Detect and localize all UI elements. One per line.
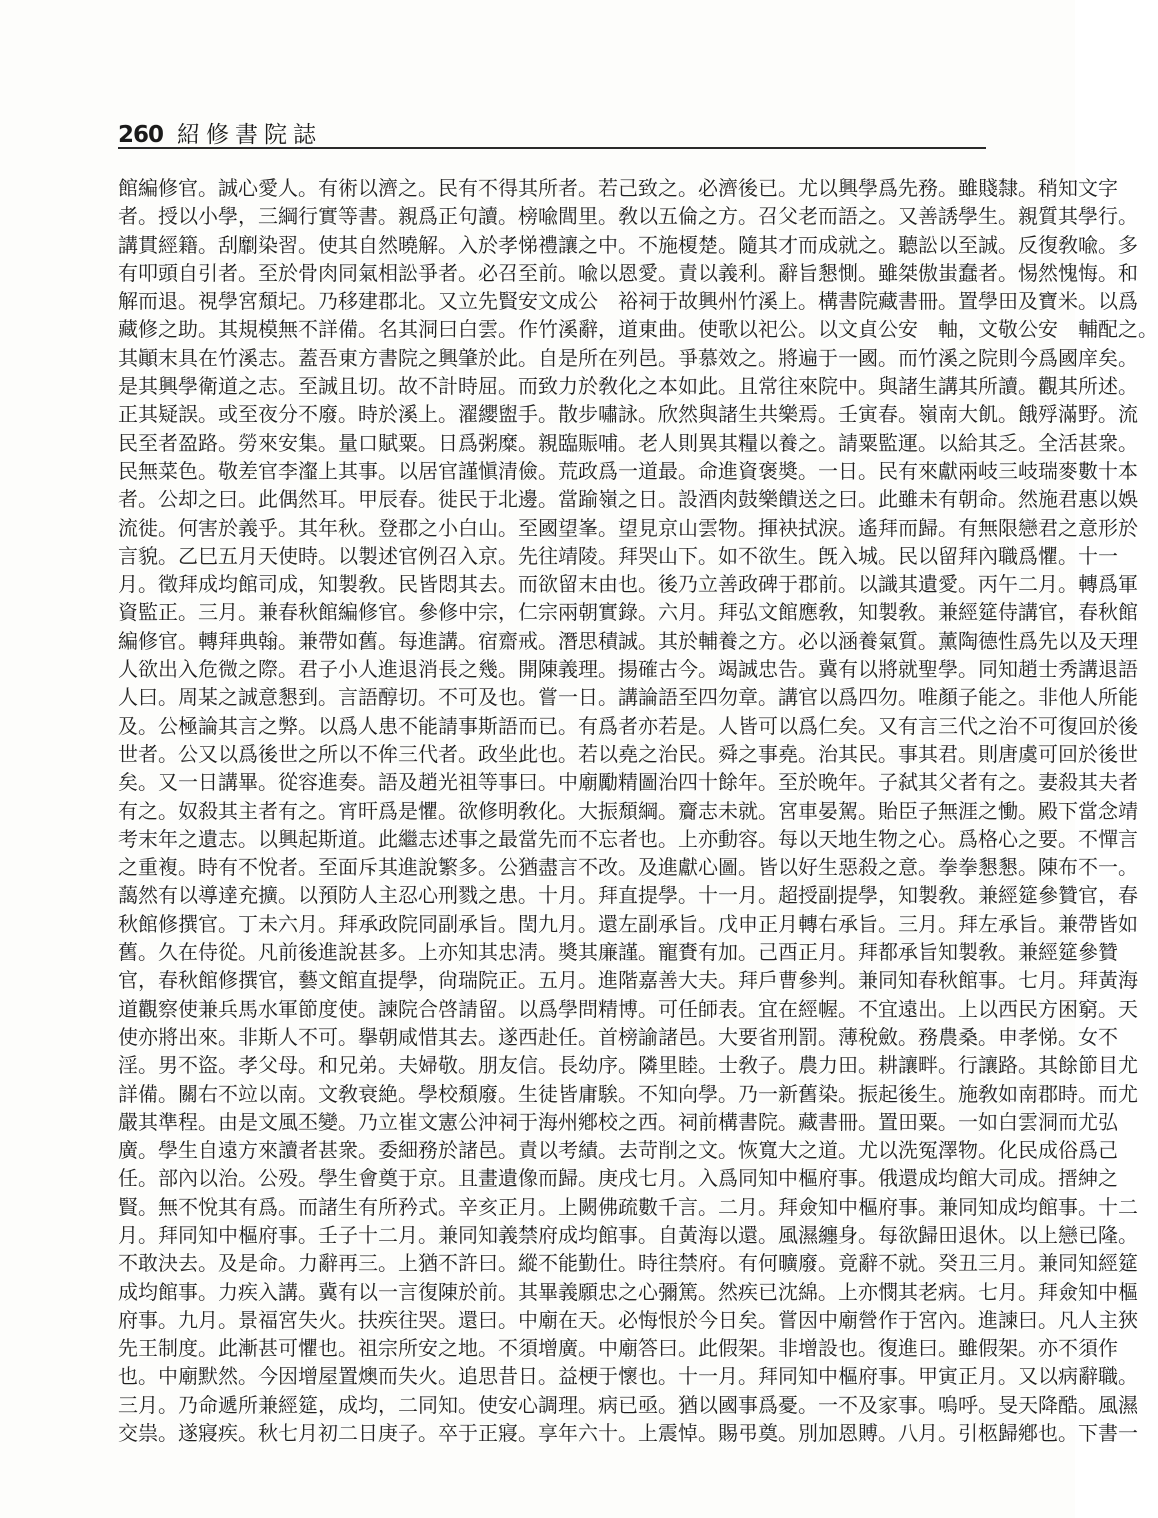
text-line: 舊。久在侍從。凡前後進說甚多。上亦知其忠淸。奬其廉謹。寵賚有加。己酉正月。拜都承旨知製敎。兼經筵參贊 [118, 940, 1118, 965]
text-line: 嚴其準程。由是文風丕變。乃立崔文憲公沖祠于海州鄕校之西。祠前構書院。藏書冊。置田粟。一如白雲洞而尤弘 [118, 1109, 1118, 1134]
text-line: 月。拜同知中樞府事。壬子十二月。兼同知義禁府成均館事。自黃海以還。風濕纏身。每欲歸田退休。以上戀已隆。 [118, 1222, 1138, 1247]
body-text [118, 174, 1158, 1447]
text-line: 矣。又一日講畢。從容進奏。語及趙光祖等事曰。中廟勵精圖治四十餘年。至於晩年。子弑其父者有之。妻殺其夫者 [118, 770, 1138, 795]
text-line: 其顚末具在竹溪志。蓋吾東方書院之興肇於此。自是所在列邑。爭慕效之。將遍于一國。而竹溪之院則今爲國庠矣。 [118, 345, 1138, 370]
text-line: 有之。奴殺其主者有之。宵旰爲是懼。欲修明敎化。大振頹綱。齎志未就。宮車晏駕。貽臣子無涯之慟。殿下當念靖 [118, 798, 1138, 823]
text-line: 考末年之遺志。以興起斯道。此繼志述事之最當先而不忘者也。上亦動容。每以天地生物之心。爲格心之要。不憚言 [118, 826, 1138, 851]
text-line: 交祟。遂寢疾。秋七月初二日庚子。卒于正寢。享年六十。上震悼。賜弔奠。別加恩賻。八月。引柩歸鄕也。下書一 [118, 1421, 1138, 1446]
text-line: 解而退。視學宮頹圮。乃移建郡北。又立先賢安文成公 裕祠于故興州竹溪上。構書院藏書冊。置學田及寶米。以爲 [118, 289, 1138, 314]
text-line: 人欲出入危微之際。君子小人進退消長之幾。開陳義理。揚確古今。竭誠忠告。冀有以將就聖學。同知趙士秀講退語 [118, 657, 1138, 682]
text-line: 也。中廟默然。今因增屋置燠而失火。追思昔日。益梗于懷也。十一月。拜同知中樞府事。甲寅正月。又以病辭職。 [118, 1364, 1138, 1389]
text-line: 流徙。何害於義乎。其年秋。登郡之小白山。至國望峯。望見京山雲物。揮袂拭淚。遙拜而歸。有無限戀君之意形於 [118, 515, 1138, 540]
header-rule [118, 147, 986, 149]
text-line: 詳備。關右不竝以南。文敎衰絶。學校頹廢。生徒皆庸騃。不知向學。乃一新舊染。振起後生。施敎如南郡時。而尤 [118, 1081, 1138, 1106]
text-line: 使亦將出來。非斯人不可。擧朝咸惜其去。遂西赴任。首榜諭諸邑。大要省刑罰。薄稅斂。務農桑。申孝悌。女不 [118, 1024, 1118, 1049]
text-line: 廣。學生自遠方來讀者甚衆。委細務於諸邑。責以考績。去苛削之文。恢寬大之道。尤以洗冤澤物。化民成俗爲己 [118, 1138, 1118, 1163]
text-line: 藹然有以導達充擴。以預防人主忍心刑戮之患。十月。拜直提學。十一月。超授副提學，知製敎。兼經筵參贊官，春 [118, 883, 1138, 908]
text-line: 三月。乃命遞所兼經筵，成均，二同知。使安心調理。病已亟。猶以國事爲憂。一不及家事。嗚呼。旻天降酷。風濕 [118, 1392, 1138, 1417]
text-line: 有叩頭自引者。至於骨肉同氣相訟爭者。必召至前。喩以恩愛。責以義利。辭旨懇惻。雖桀傲蚩蠢者。惕然愧悔。和 [118, 260, 1138, 285]
text-line: 不敢決去。及是命。力辭再三。上猶不許曰。縱不能勤仕。時往禁府。有何曠廢。竟辭不就。癸丑三月。兼同知經筵 [118, 1251, 1138, 1276]
text-line: 講貫經籍。刮劘染習。使其自然曉解。入於孝悌禮讓之中。不施榎楚。隨其才而成就之。聽訟以至誠。反復敎喩。多 [118, 232, 1138, 257]
text-line: 館編修官。誠心愛人。有術以濟之。民有不得其所者。若己致之。必濟後已。尤以興學爲先務。雖賤隸。稍知文字 [118, 176, 1118, 200]
text-line: 言貌。乙巳五月天使時。以製述官例召入京。先往靖陵。拜哭山下。如不欲生。旣入城。民以留拜內職爲懼。十一 [118, 543, 1118, 568]
text-line: 正其疑誤。或至夜分不廢。時於溪上。濯纓盥手。散步嘯詠。欣然與諸生共樂焉。壬寅春。嶺南大飢。餓殍滿野。流 [118, 402, 1138, 427]
text-line: 者。公却之曰。此偶然耳。甲辰春。徙民于北邊。當踰嶺之日。設酒肉鼓樂饋送之曰。此雖未有朝命。然施君惠以娛 [118, 487, 1138, 512]
text-line: 人曰。周某之誠意懇到。言語醇切。不可及也。嘗一日。講論語至四勿章。講官以爲四勿。唯顏子能之。非他人所能 [118, 685, 1138, 710]
page-number: 260 [118, 122, 164, 148]
text-line: 是其興學衛道之志。至誠且切。故不計時屈。而致力於敎化之本如此。且常往來院中。與諸生講其所讀。觀其所述。 [118, 374, 1138, 399]
book-title: 紹修書院誌 [177, 122, 323, 148]
text-line: 民至者盈路。勞來安集。量口賦粟。日爲粥糜。親臨賑哺。老人則異其糧以養之。請粟監運。以給其乏。全活甚衆。 [118, 430, 1138, 455]
text-line: 藏修之助。其規模無不詳備。名其洞曰白雲。作竹溪辭，道東曲。使歌以祀公。以文貞公安 軸，文敬公安 輔配之。 [118, 317, 1158, 342]
text-line: 民無菜色。敬差官李瀣上其事。以居官謹愼清儉。荒政爲一道最。命進資褒奬。一日。民有來獻兩岐三岐瑞麥數十本 [118, 458, 1138, 483]
text-line: 及。公極論其言之弊。以爲人患不能請事斯語而已。有爲者亦若是。人皆可以爲仁矣。又有言三代之治不可復回於後 [118, 713, 1138, 738]
text-line: 府事。九月。景福宮失火。扶疾往哭。還曰。中廟在天。必悔恨於今日矣。嘗因中廟營作于宮內。進諫曰。凡人主狹 [118, 1307, 1138, 1332]
text-line: 賢。無不悅其有爲。而諸生有所矜式。辛亥正月。上闕佛疏數千言。二月。拜僉知中樞府事。兼同知成均館事。十二 [118, 1194, 1138, 1219]
page-header [118, 112, 986, 150]
text-line: 道觀察使兼兵馬水軍節度使。諫院合啓請留。以爲學問精博。可任師表。宜在經幄。不宜遠出。上以西民方困窮。天 [118, 996, 1138, 1021]
text-line: 資監正。三月。兼春秋館編修官。參修中宗，仁宗兩朝實錄。六月。拜弘文館應敎，知製敎。兼經筵侍講官，春秋館 [118, 600, 1138, 625]
text-line: 官，春秋館修撰官，藝文館直提學，尙瑞院正。五月。進階嘉善大夫。拜戶曹參判。兼同知春秋館事。七月。拜黃海 [118, 968, 1138, 993]
text-line: 任。部內以治。公殁。學生會奠于京。且畫遺像而歸。庚戌七月。入爲同知中樞府事。俄還成均館大司成。搢紳之 [118, 1166, 1118, 1191]
text-line: 秋館修撰官。丁未六月。拜承政院同副承旨。閏九月。還左副承旨。戊申正月轉右承旨。三月。拜左承旨。兼帶皆如 [118, 911, 1138, 936]
text-line: 月。徵拜成均館司成，知製敎。民皆悶其去。而欲留末由也。後乃立善政碑于郡前。以識其遺愛。丙午二月。轉爲軍 [118, 572, 1138, 597]
text-line: 者。授以小學，三綱行實等書。親爲正句讀。榜喩閭里。敎以五倫之方。召父老而語之。又善誘學生。親質其學行。 [118, 204, 1138, 229]
text-line: 世者。公又以爲後世之所以不侔三代者。政坐此也。若以堯之治民。舜之事堯。治其民。事其君。則唐虞可回於後世 [118, 741, 1138, 766]
text-line: 淫。男不盜。孝父母。和兄弟。夫婦敬。朋友信。長幼序。隣里睦。士敎子。農力田。耕讓畔。行讓路。其餘節目尤 [118, 1053, 1138, 1078]
text-line: 成均館事。力疾入講。冀有以一言復陳於前。其畢義願忠之心彌篤。然疾已沈綿。上亦憫其老病。七月。拜僉知中樞 [118, 1279, 1138, 1304]
text-line: 編修官。轉拜典翰。兼帶如舊。每進講。宿齋戒。潛思積誠。其於輔養之方。必以涵養氣質。薰陶德性爲先以及天理 [118, 628, 1138, 653]
text-line: 之重複。時有不悅者。至面斥其進說繁多。公猶盡言不改。及進獻心圖。皆以好生惡殺之意。拳拳懇懇。陳布不一。 [118, 855, 1138, 880]
text-line: 先王制度。此漸甚可懼也。祖宗所安之地。不須增廣。中廟答曰。此假架。非增設也。復進曰。雖假架。亦不須作 [118, 1336, 1118, 1361]
